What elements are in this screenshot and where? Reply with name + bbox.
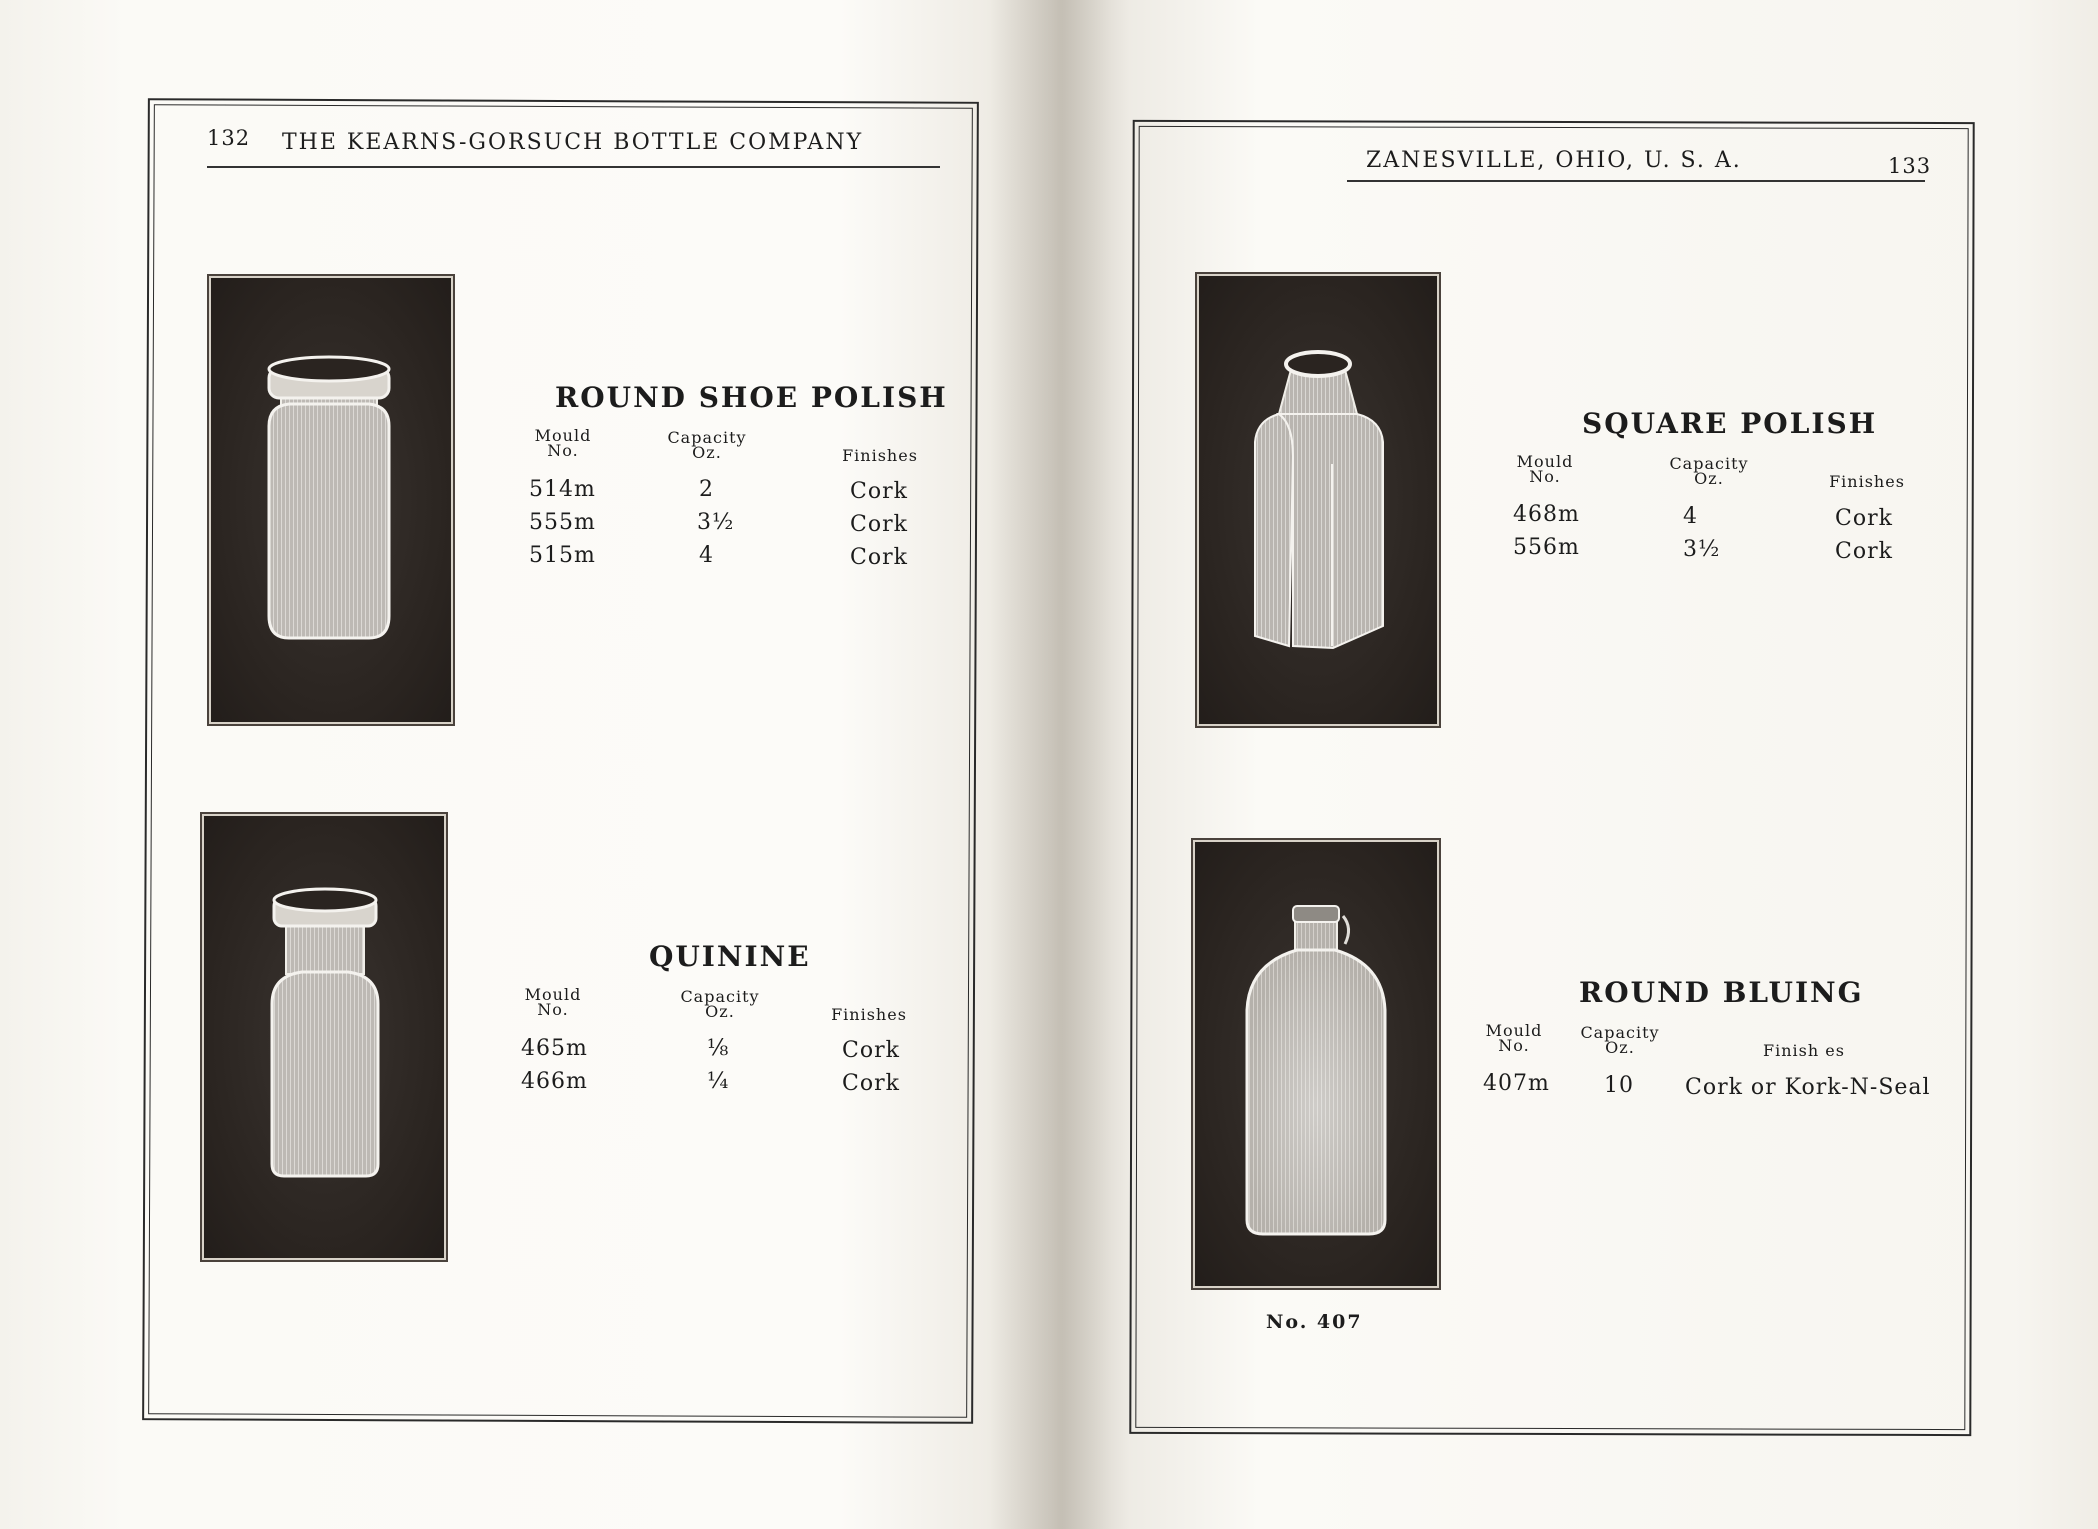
table-cell-finish: Cork (850, 545, 908, 570)
table-cell-mould: 515m (529, 543, 596, 568)
left-head-rule (207, 166, 940, 168)
table-cell-capacity: ⅛ (707, 1036, 730, 1061)
mould-header-line1: Mould (524, 985, 582, 1004)
right-running-head: ZANESVILLE, OHIO, U. S. A. (1366, 148, 1742, 173)
right-head-rule (1347, 180, 1925, 182)
finishes-header: Finishes (831, 1005, 907, 1024)
mould-header-line2: No. (1498, 1036, 1530, 1055)
table-cell-finish: Cork (1835, 539, 1893, 564)
round-bluing-photo (1191, 838, 1441, 1290)
mould-header (1474, 1023, 1554, 1053)
table-cell-capacity: 4 (1683, 504, 1698, 529)
table-cell-finish: Cork (842, 1038, 900, 1063)
round-bluing-bottle-illustration (1193, 840, 1439, 1288)
mould-header (523, 428, 603, 458)
table-cell-mould: 465m (521, 1036, 588, 1061)
left-running-head: THE KEARNS-GORSUCH BOTTLE COMPANY (282, 130, 864, 155)
capacity-header-line2: Oz. (705, 1002, 735, 1021)
capacity-header-line1: Capacity (1669, 454, 1749, 473)
table-cell-capacity: 3½ (1683, 537, 1721, 562)
round-bluing-title: ROUND BLUING (1579, 976, 1864, 1009)
capacity-header (1570, 1025, 1670, 1055)
finishes-header: Finishes (842, 446, 918, 465)
table-cell-finish: Cork (850, 512, 908, 537)
square-bottle-illustration (1197, 274, 1439, 726)
mould-header-line1: Mould (1485, 1021, 1543, 1040)
capacity-header-line2: Oz. (1605, 1038, 1635, 1057)
table-cell-finish: Cork (1835, 506, 1893, 531)
quinine-bottle-illustration (202, 814, 446, 1260)
capacity-header (1659, 456, 1759, 486)
mould-header-line1: Mould (534, 426, 592, 445)
capacity-header-line2: Oz. (1694, 469, 1724, 488)
capacity-header (670, 989, 770, 1019)
left-page-number: 132 (207, 126, 251, 150)
table-cell-mould: 407m (1483, 1071, 1550, 1096)
table-cell-finish: Cork (850, 479, 908, 504)
table-cell-mould: 468m (1513, 502, 1580, 527)
finishes-header: Finishes (1829, 472, 1905, 491)
mould-header-line2: No. (547, 441, 579, 460)
capacity-header-line1: Capacity (680, 987, 760, 1006)
table-cell-capacity: 3½ (697, 510, 735, 535)
table-cell-mould: 466m (521, 1069, 588, 1094)
table-cell-finish: Cork (842, 1071, 900, 1096)
mould-header (513, 987, 593, 1017)
round-shoe-polish-photo (207, 274, 455, 726)
mould-header (1505, 454, 1585, 484)
quinine-title: QUININE (649, 940, 811, 973)
round-shoe-polish-title: ROUND SHOE POLISH (555, 381, 948, 414)
finishes-header: Finish es (1763, 1041, 1845, 1060)
capacity-header-line1: Capacity (1580, 1023, 1660, 1042)
mould-header-line1: Mould (1516, 452, 1574, 471)
capacity-header (657, 430, 757, 460)
table-cell-mould: 514m (529, 477, 596, 502)
mould-header-line2: No. (1529, 467, 1561, 486)
table-cell-capacity: 10 (1604, 1073, 1634, 1098)
table-cell-capacity: ¼ (707, 1069, 730, 1094)
table-cell-capacity: 2 (699, 477, 714, 502)
square-polish-title: SQUARE POLISH (1582, 407, 1878, 440)
gutter-shadow (990, 0, 1130, 1529)
mould-header-line2: No. (537, 1000, 569, 1019)
capacity-header-line1: Capacity (667, 428, 747, 447)
quinine-photo (200, 812, 448, 1262)
table-cell-finish: Cork or Kork-N-Seal (1685, 1075, 1931, 1100)
table-cell-mould: 556m (1513, 535, 1580, 560)
right-page-number: 133 (1888, 154, 1932, 178)
table-cell-capacity: 4 (699, 543, 714, 568)
photo-caption: No. 407 (1266, 1311, 1363, 1333)
capacity-header-line2: Oz. (692, 443, 722, 462)
table-cell-mould: 555m (529, 510, 596, 535)
round-jar-illustration (209, 276, 453, 724)
square-polish-photo (1195, 272, 1441, 728)
